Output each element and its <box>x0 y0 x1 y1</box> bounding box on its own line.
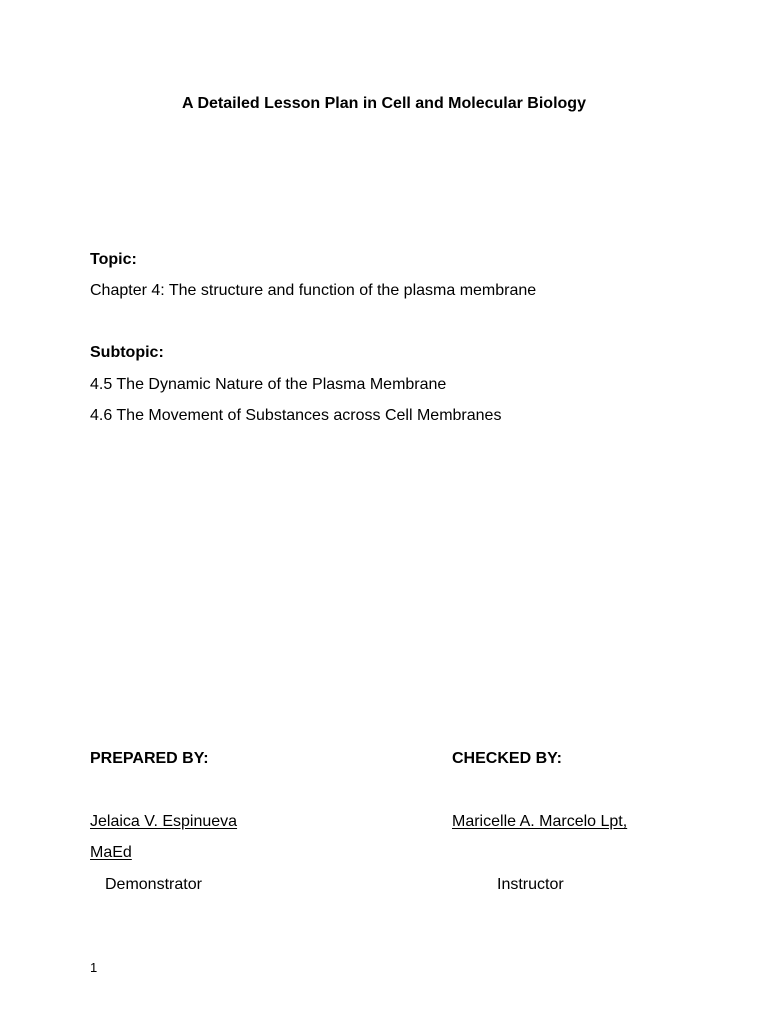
subtopic-item: 4.6 The Movement of Substances across Cell Membranes <box>90 407 502 424</box>
subtopic-item: 4.5 The Dynamic Nature of the Plasma Membrane <box>90 376 447 393</box>
checked-by-heading: CHECKED BY: <box>452 750 562 767</box>
topic-text: Chapter 4: The structure and function of the plasma membrane <box>90 282 537 299</box>
document-title: A Detailed Lesson Plan in Cell and Molecular Biology <box>182 95 586 112</box>
checker-role: Instructor <box>497 876 564 893</box>
page-number: 1 <box>90 960 98 975</box>
subtopic-heading: Subtopic: <box>90 344 164 361</box>
topic-heading: Topic: <box>90 251 137 268</box>
preparer-role: Demonstrator <box>105 876 202 893</box>
preparer-name-suffix: MaEd <box>90 844 132 861</box>
checker-name: Maricelle A. Marcelo Lpt, <box>452 813 628 830</box>
prepared-by-heading: PREPARED BY: <box>90 750 209 767</box>
preparer-name: Jelaica V. Espinueva <box>90 813 238 830</box>
